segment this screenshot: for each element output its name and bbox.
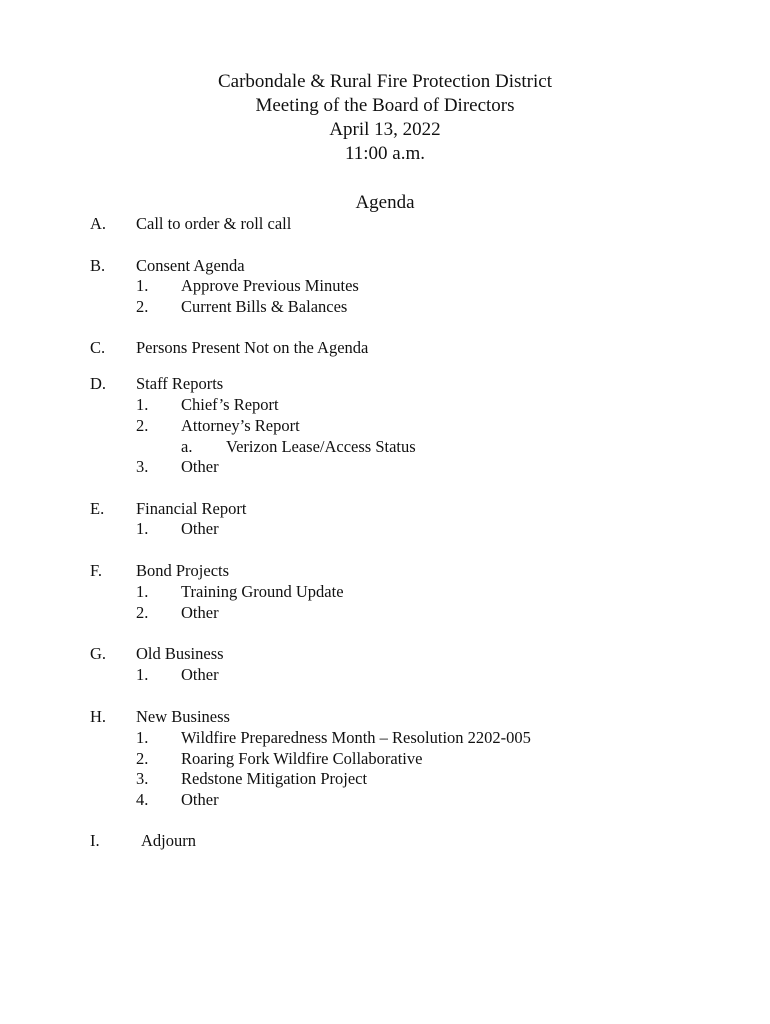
- section-letter-f: F.: [90, 561, 102, 580]
- section-title-i: Adjourn: [141, 831, 196, 850]
- section-title-c: Persons Present Not on the Agenda: [136, 338, 369, 357]
- meeting-title: Meeting of the Board of Directors: [255, 95, 515, 116]
- item-number: 2.: [136, 603, 149, 622]
- section-letter-a: A.: [90, 214, 107, 233]
- item-number: 1.: [136, 665, 149, 684]
- section-letter-g: G.: [90, 644, 107, 663]
- item-text: Chief’s Report: [181, 395, 279, 414]
- item-number: 1.: [136, 276, 149, 295]
- item-text: Roaring Fork Wildfire Collaborative: [181, 749, 423, 768]
- agenda-heading: Agenda: [355, 192, 415, 213]
- organization-name: Carbondale & Rural Fire Protection District: [217, 71, 552, 92]
- item-text: Other: [181, 457, 219, 476]
- item-number: 4.: [136, 790, 149, 809]
- section-letter-h: H.: [90, 707, 107, 726]
- item-text: Current Bills & Balances: [181, 297, 348, 316]
- item-number: 1.: [136, 728, 149, 747]
- section-title-e: Financial Report: [136, 499, 247, 518]
- item-number: 2.: [136, 749, 149, 768]
- item-number: 2.: [136, 297, 149, 316]
- meeting-time: 11:00 a.m.: [344, 143, 426, 164]
- section-title-b: Consent Agenda: [136, 256, 245, 275]
- section-letter-d: D.: [90, 374, 107, 393]
- section-title-f: Bond Projects: [136, 561, 230, 580]
- document-header: [0, 70, 770, 166]
- subitem-text: Verizon Lease/Access Status: [226, 437, 416, 456]
- subitem-letter: a.: [181, 437, 193, 456]
- section-title-a: Call to order & roll call: [136, 214, 292, 233]
- item-number: 1.: [136, 582, 149, 601]
- item-number: 1.: [136, 395, 149, 414]
- item-text: Approve Previous Minutes: [181, 276, 359, 295]
- item-text: Training Ground Update: [181, 582, 344, 601]
- section-title-g: Old Business: [136, 644, 224, 663]
- meeting-date: April 13, 2022: [329, 119, 441, 140]
- item-text: Other: [181, 519, 219, 538]
- item-text: Attorney’s Report: [181, 416, 300, 435]
- item-number: 2.: [136, 416, 149, 435]
- section-letter-e: E.: [90, 499, 105, 518]
- section-title-d: Staff Reports: [136, 374, 224, 393]
- section-letter-b: B.: [90, 256, 106, 275]
- item-text: Other: [181, 790, 219, 809]
- section-letter-c: C.: [90, 338, 106, 357]
- item-text: Other: [181, 603, 219, 622]
- item-text: Redstone Mitigation Project: [181, 769, 368, 788]
- item-number: 3.: [136, 769, 149, 788]
- section-letter-i: I.: [90, 831, 100, 850]
- item-text: Wildfire Preparedness Month – Resolution 2202-005: [181, 728, 531, 747]
- item-number: 1.: [136, 519, 149, 538]
- section-title-h: New Business: [136, 707, 230, 726]
- item-text: Other: [181, 665, 219, 684]
- item-number: 3.: [136, 457, 149, 476]
